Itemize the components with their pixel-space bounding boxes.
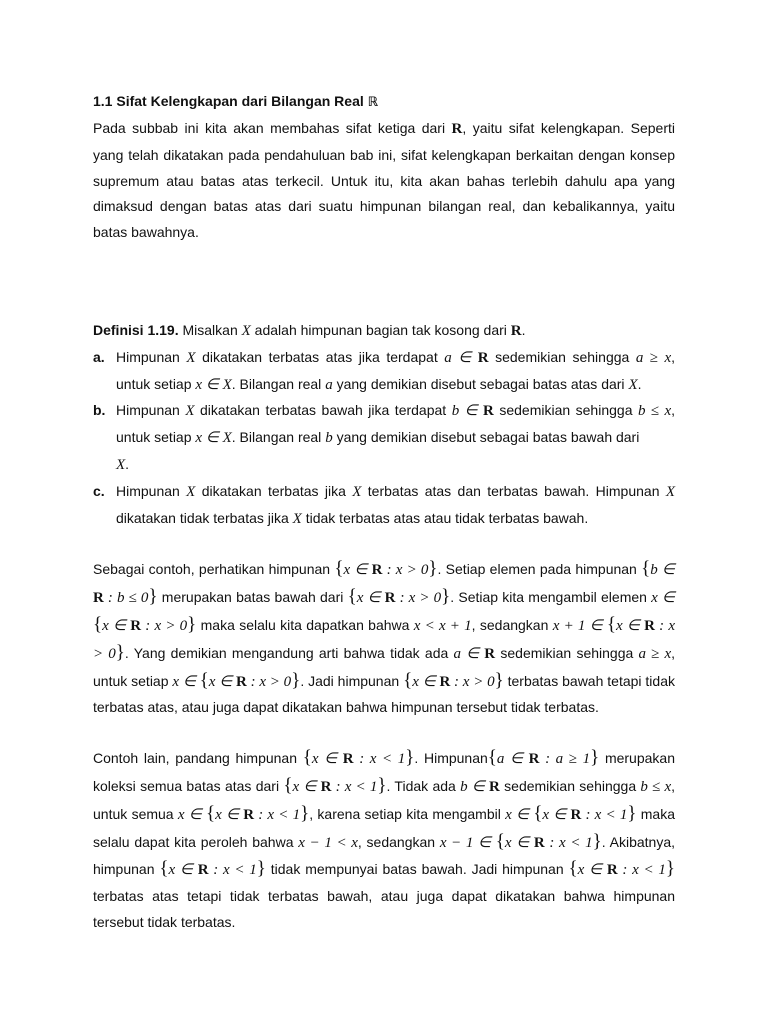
definition-item-b: b. Himpunan X dikatakan terbatas bawah jika terdapat b ∈ R sedemikian sehingga b ≤ x, untuk setiap x ∈ X. Bilangan real b yang demikian disebut sebagai batas bawah dari X. <box>93 398 675 478</box>
set-x-less-than-one: {x ∈ R : x < 1} <box>283 774 387 796</box>
set-x-less-than-one: {x ∈ R : x < 1} <box>568 858 676 880</box>
item-label: b. <box>93 402 106 419</box>
set-b-nonpositive: {b ∈ R : b ≤ 0} <box>93 558 675 608</box>
definition-item-a: a. Himpunan X dikatakan terbatas atas jika terdapat a ∈ R sedemikian sehingga a ≥ x, untuk setiap x ∈ X. Bilangan real a yang demikian disebut sebagai batas atas dari X. <box>93 345 675 399</box>
real-numbers-symbol: ℝ <box>367 95 379 110</box>
set-x-less-than-one: {x ∈ R : x < 1} <box>206 802 310 824</box>
set-a-at-least-one: {a ∈ R : a ≥ 1} <box>487 747 600 769</box>
set-x-positive: {x ∈ R : x > 0} <box>199 669 301 691</box>
section-title <box>93 88 675 116</box>
set-x-less-than-one: {x ∈ R : x < 1} <box>495 830 602 852</box>
set-x-positive: {x ∈ R : x > 0} <box>334 558 438 580</box>
document-page <box>93 88 675 936</box>
definition-statement: Definisi 1.19. Misalkan X adalah himpunan bagian tak kosong dari R. <box>93 321 526 339</box>
set-x-positive: {x ∈ R : x > 0} <box>93 613 676 663</box>
set-x-less-than-one: {x ∈ R : x < 1} <box>159 858 266 880</box>
set-x-less-than-one: {x ∈ R : x < 1} <box>533 802 637 824</box>
intro-paragraph: Pada subbab ini kita akan membahas sifat ketiga dari R, yaitu sifat kelengkapan. Seperti yang telah dikatakan pada pendahuluan bab ini, sifat kelengkapan berkaitan dengan konsep supremum atau batas atas terkecil. Untuk itu, kita akan bahas terlebih dahulu apa yang dimaksud dengan batas atas dari suatu himpunan bilangan real, dan kebalikannya, yaitu batas bawahnya. <box>93 120 676 241</box>
set-x-less-than-one: {x ∈ R : x < 1} <box>302 747 415 769</box>
item-label: a. <box>93 348 105 365</box>
example-paragraph-1: Sebagai contoh, perhatikan himpunan {x ∈ R : x > 0}. Setiap elemen pada himpunan {b ∈ R : b ≤ 0} merupakan batas bawah dari {x ∈ R : x > 0}. Setiap kita mengambil elemen x ∈ {x ∈ R : x > 0} maka selalu kita dapatkan bahwa x < x + 1, sedangkan x + 1 ∈ {x ∈ R : x > 0}. Yang demikian mengandung arti bahwa tidak ada a ∈ R sedemikian sehingga a ≥ x, untuk setiap x ∈ {x ∈ R : x > 0}. Jadi himpunan {x ∈ R : x > 0} terbatas bawah tetapi tidak terbatas atas, atau juga dapat dikatakan bahwa himpunan tersebut tidak terbatas. <box>93 558 676 716</box>
definition-item-c: c. Himpunan X dikatakan terbatas jika X terbatas atas dan terbatas bawah. Himpunan X dikatakan tidak terbatas jika X tidak terbatas atas atau tidak terbatas bawah. <box>93 479 675 533</box>
item-label: c. <box>93 482 105 499</box>
set-x-positive: {x ∈ R : x > 0} <box>403 669 504 691</box>
set-x-positive: {x ∈ R : x > 0} <box>347 586 451 608</box>
example-paragraph-2: Contoh lain, pandang himpunan {x ∈ R : x < 1}. Himpunan{a ∈ R : a ≥ 1} merupakan koleksi semua batas atas dari {x ∈ R : x < 1}. Tidak ada b ∈ R sedemikian sehingga b ≤ x, untuk semua x ∈ {x ∈ R : x < 1}, karena setiap kita mengambil x ∈ {x ∈ R : x < 1} maka selalu dapat kita peroleh bahwa x − 1 < x, sedangkan x − 1 ∈ {x ∈ R : x < 1}. Akibatnya, himpunan {x ∈ R : x < 1} tidak mempunyai batas bawah. Jadi himpunan {x ∈ R : x < 1} terbatas atas tetapi tidak terbatas bawah, atau juga dapat dikatakan bahwa himpunan tersebut tidak terbatas. <box>93 747 676 930</box>
section-title-text: 1.1 Sifat Kelengkapan dari Bilangan Real <box>93 93 364 109</box>
set-x-positive: {x ∈ R : x > 0} <box>93 613 197 635</box>
definition-label: Definisi 1.19. <box>93 321 179 338</box>
